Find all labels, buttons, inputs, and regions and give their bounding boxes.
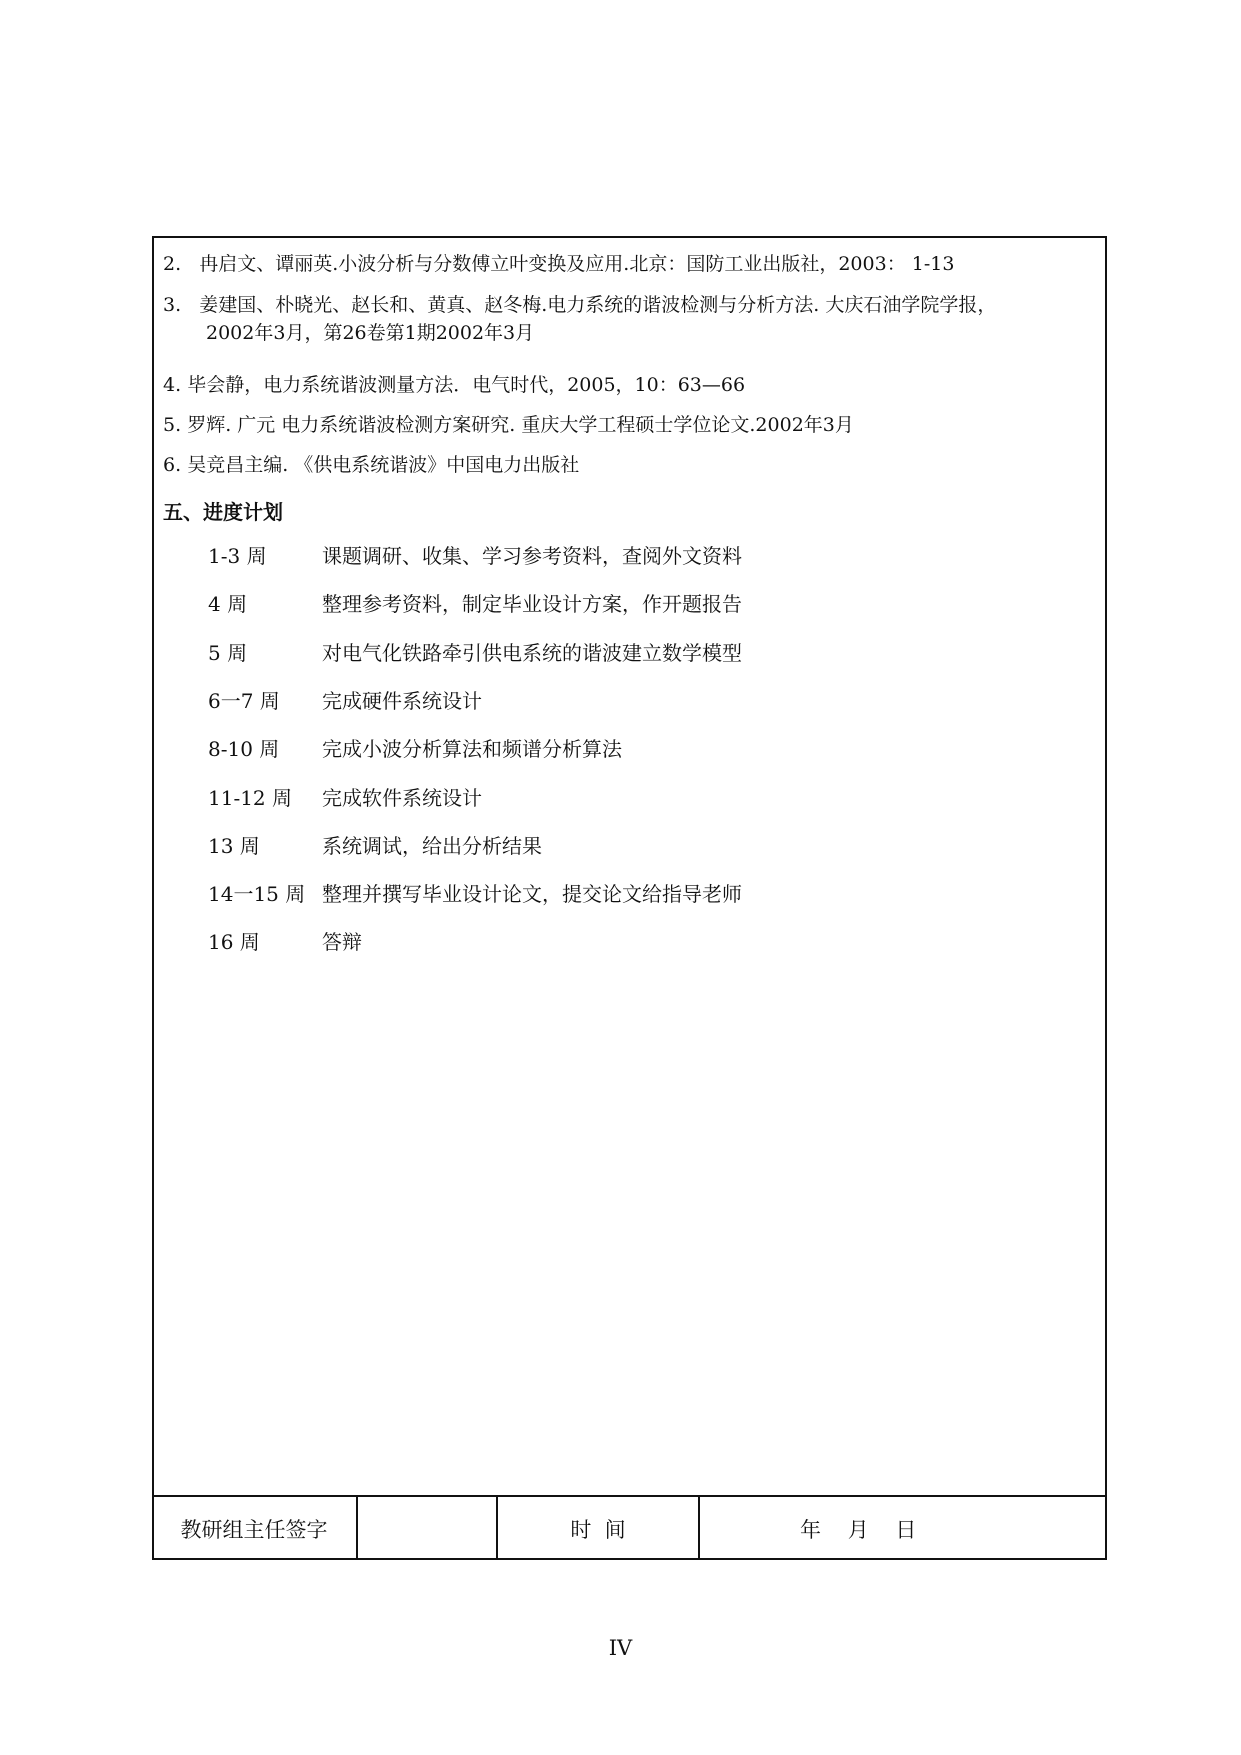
schedule-weeks: 5 周 [208,641,248,665]
schedule-weeks: 4 周 [208,592,248,616]
reference-number: 4. [163,374,182,396]
reference-number: 2. [163,253,182,275]
reference-number: 6. [163,454,182,476]
reference-item [163,451,579,479]
reference-item [163,411,854,439]
reference-item [163,371,745,399]
reference-text: 吴竞昌主编. 《供电系统谐波》中国电力出版社 [187,454,580,476]
signature-label: 教研组主任签字 [180,1517,328,1542]
schedule-task: 完成软件系统设计 [322,786,482,810]
reference-text: 毕会静，电力系统谐波测量方法．电气时代，2005，10：63—66 [187,374,746,396]
signature-field[interactable] [358,1497,496,1560]
schedule-task: 系统调试，给出分析结果 [322,834,542,858]
schedule-task: 完成硬件系统设计 [322,689,482,713]
schedule-weeks: 6一7 周 [208,689,280,713]
schedule-task: 整理参考资料，制定毕业设计方案，作开题报告 [322,592,742,616]
reference-text: 姜建国、朴晓光、赵长和、黄真、赵冬梅.电力系统的谐波检测与分析方法. 大庆石油学院学报， [199,294,997,316]
reference-number: 3. [163,294,182,316]
schedule-task: 完成小波分析算法和频谱分析算法 [322,737,622,761]
signature-row [152,1495,1107,1560]
date-field[interactable]: 年 月 日 [800,1517,917,1542]
schedule-weeks: 1-3 周 [208,544,267,568]
schedule-task: 课题调研、收集、学习参考资料，查阅外文资料 [322,544,742,568]
schedule-task: 答辩 [322,930,362,954]
reference-text: 罗辉. 广元 电力系统谐波检测方案研究. 重庆大学工程硕士学位论文.2002年3月 [187,414,854,436]
schedule-task: 整理并撰写毕业设计论文，提交论文给指导老师 [322,882,742,906]
section-title: 五、进度计划 [163,500,283,524]
reference-number: 5. [163,414,182,436]
reference-item [163,250,954,278]
schedule-weeks: 13 周 [208,834,260,858]
schedule-weeks: 8-10 周 [208,737,280,761]
time-label: 时 间 [570,1517,626,1542]
schedule-task: 对电气化铁路牵引供电系统的谐波建立数学模型 [322,641,742,665]
schedule-weeks: 16 周 [208,930,260,954]
reference-continuation: 2002年3月，第26卷第1期2002年3月 [206,322,535,344]
reference-item [163,291,996,347]
reference-text: 冉启文、谭丽英.小波分析与分数傅立叶变换及应用.北京：国防工业出版社，2003： 1-13 [199,253,955,275]
page-number: IV [608,1636,633,1660]
schedule-weeks: 14一15 周 [208,882,306,906]
schedule-weeks: 11-12 周 [208,786,293,810]
